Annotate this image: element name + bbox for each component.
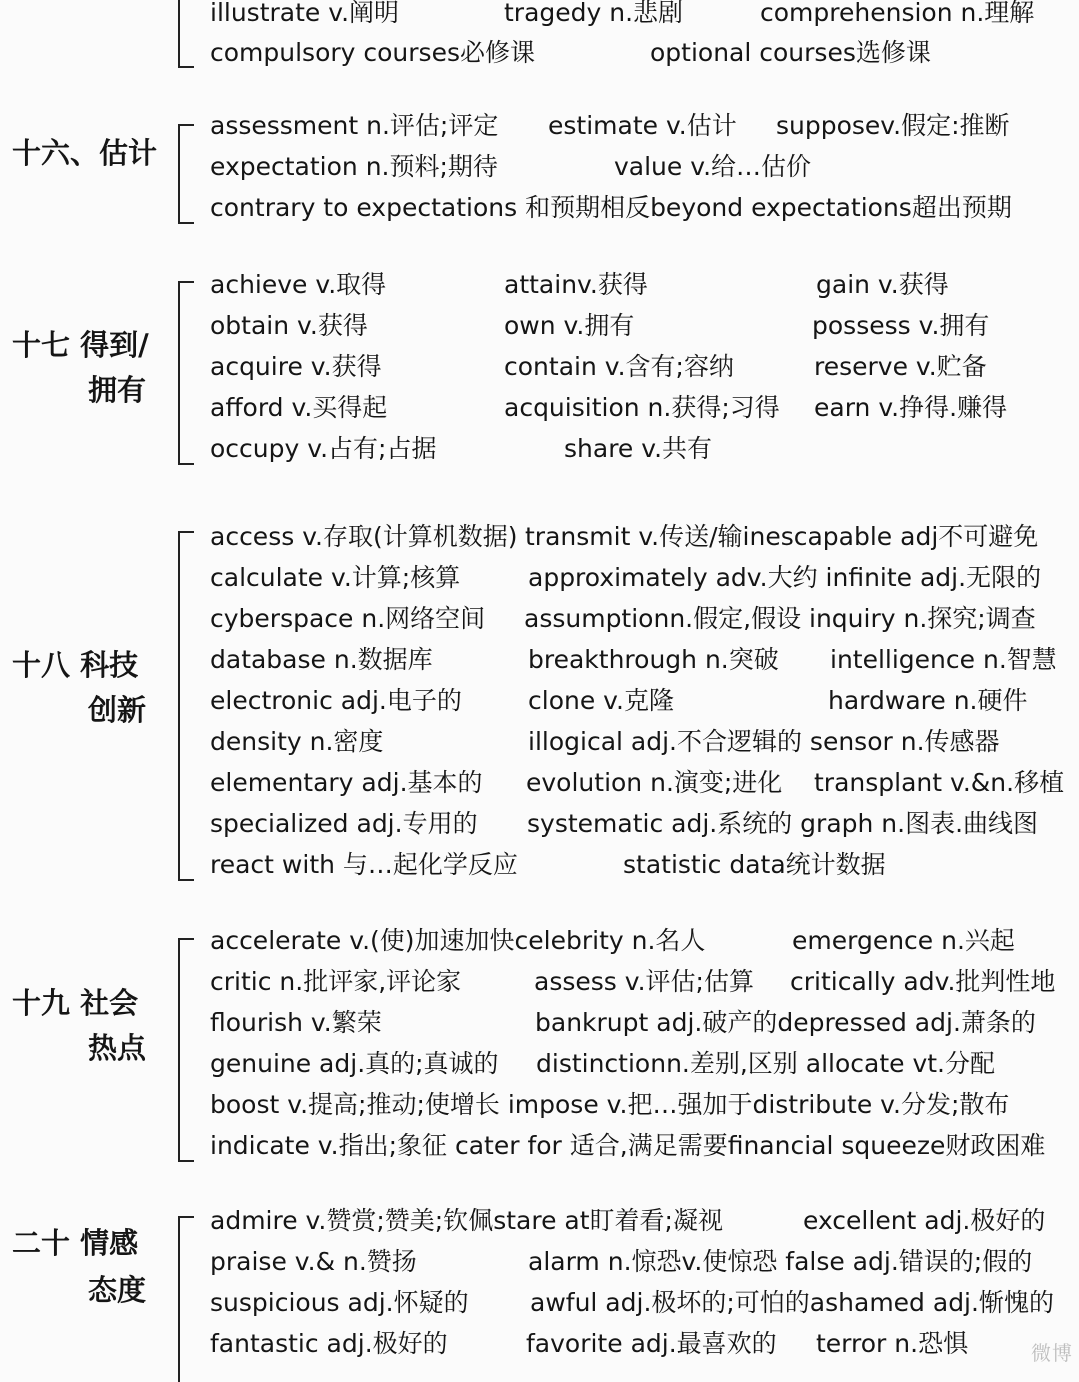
vocab-entry: critically adv.批判性地	[790, 967, 1056, 996]
vocab-entry: fantastic adj.极好的	[210, 1329, 448, 1358]
vocab-entry: boost v.提高;推动;使增长 impose v.把…强加于distribute v.分发;散布	[210, 1090, 1010, 1119]
vocab-row	[0, 522, 1079, 552]
vocab-row	[0, 1288, 1079, 1318]
vocab-entry: transmit v.传送/输inescapable adj不可避免	[525, 522, 1039, 551]
vocab-row	[0, 604, 1079, 634]
vocab-entry: terror n.恐惧	[816, 1329, 969, 1358]
vocab-entry: value v.给…估价	[614, 152, 812, 181]
vocab-entry: electronic adj.电子的	[210, 686, 462, 715]
vocab-entry: reserve v.贮备	[814, 352, 987, 381]
vocab-entry: evolution n.演变;进化	[526, 768, 783, 797]
vocab-entry: clone v.克隆	[528, 686, 674, 715]
vocab-entry: earn v.挣得.赚得	[814, 393, 1008, 422]
section-heading: 十九 社会	[12, 986, 139, 1020]
section-heading: 十七 得到/	[12, 328, 149, 362]
vocab-entry: distinctionn.差别,区别 allocate vt.分配	[536, 1049, 995, 1078]
vocab-entry: own v.拥有	[504, 311, 635, 340]
vocab-row	[0, 38, 1079, 68]
vocab-row	[0, 1329, 1079, 1359]
vocab-row	[0, 1008, 1079, 1038]
vocab-entry: gain v.获得	[816, 270, 949, 299]
vocab-entry: alarm n.惊恐v.使惊恐 false adj.错误的;假的	[528, 1247, 1033, 1276]
section-heading: 创新	[87, 693, 146, 727]
vocab-row	[0, 1090, 1079, 1120]
vocab-entry: assess v.评估;估算	[534, 967, 754, 996]
section-heading: 十六、估计	[12, 136, 158, 170]
vocab-entry: attainv.获得	[504, 270, 648, 299]
vocab-entry: possess v.拥有	[812, 311, 990, 340]
vocab-row	[0, 850, 1079, 880]
vocab-row	[0, 152, 1079, 182]
vocab-row	[0, 645, 1079, 675]
vocab-row	[0, 967, 1079, 997]
vocab-entry: bankrupt adj.破产的depressed adj.萧条的	[535, 1008, 1036, 1037]
vocab-row	[0, 1131, 1079, 1161]
vocab-entry: transplant v.&n.移植	[814, 768, 1065, 797]
vocab-entry: database n.数据库	[210, 645, 433, 674]
section-heading: 二十 情感	[12, 1226, 139, 1260]
vocab-entry: afford v.买得起	[210, 393, 388, 422]
vocab-entry: breakthrough n.突破	[528, 645, 779, 674]
vocab-entry: optional courses选修课	[650, 38, 931, 67]
vocab-row	[0, 193, 1079, 223]
vocab-row	[0, 809, 1079, 839]
vocab-entry: awful adj.极坏的;可怕的ashamed adj.惭愧的	[530, 1288, 1054, 1317]
vocab-entry: achieve v.取得	[210, 270, 387, 299]
vocab-row	[0, 270, 1079, 300]
vocab-row	[0, 311, 1079, 341]
vocab-row	[0, 727, 1079, 757]
vocab-row	[0, 434, 1079, 464]
vocab-entry: hardware n.硬件	[828, 686, 1028, 715]
vocab-entry: illustrate v.阐明	[210, 0, 400, 27]
vocab-entry: statistic data统计数据	[623, 850, 886, 879]
vocab-row	[0, 926, 1079, 956]
vocab-row	[0, 352, 1079, 382]
vocab-entry: expectation n.预料;期待	[210, 152, 498, 181]
vocab-entry: react with 与…起化学反应	[210, 850, 518, 879]
vocab-entry: illogical adj.不合逻辑的 sensor n.传感器	[528, 727, 1000, 756]
vocab-entry: specialized adj.专用的	[210, 809, 478, 838]
vocab-entry: acquire v.获得	[210, 352, 382, 381]
vocab-entry: assessment n.评估;评定	[210, 111, 499, 140]
vocab-entry: access v.存取(计算机数据)	[210, 522, 518, 551]
weibo-watermark: 微博	[1031, 1341, 1073, 1365]
vocab-entry: cyberspace n.网络空间	[210, 604, 486, 633]
vocab-entry: estimate v.估计	[548, 111, 737, 140]
vocab-entry: suspicious adj.怀疑的	[210, 1288, 469, 1317]
vocab-row	[0, 686, 1079, 716]
vocab-entry: intelligence n.智慧	[830, 645, 1057, 674]
vocab-row	[0, 393, 1079, 423]
vocab-entry: supposev.假定:推断	[776, 111, 1010, 140]
vocab-row	[0, 1206, 1079, 1236]
vocab-entry: contain v.含有;容纳	[504, 352, 734, 381]
vocab-entry: emergence n.兴起	[792, 926, 1015, 955]
vocab-entry: excellent adj.极好的	[803, 1206, 1046, 1235]
vocab-entry: share v.共有	[564, 434, 713, 463]
section-heading: 热点	[87, 1031, 146, 1065]
vocab-entry: contrary to expectations 和预期相反beyond expectations超出预期	[210, 193, 1012, 222]
vocab-entry: calculate v.计算;核算	[210, 563, 461, 592]
vocab-entry: density n.密度	[210, 727, 384, 756]
section-heading: 十八 科技	[12, 648, 139, 682]
vocab-row	[0, 563, 1079, 593]
vocab-entry: systematic adj.系统的 graph n.图表.曲线图	[527, 809, 1039, 838]
section-heading: 拥有	[87, 373, 146, 407]
vocab-entry: tragedy n.悲剧	[504, 0, 684, 27]
vocab-row	[0, 1247, 1079, 1277]
vocab-entry: praise v.& n.赞扬	[210, 1247, 417, 1276]
vocab-entry: admire v.赞赏;赞美;钦佩stare at盯着看;凝视	[210, 1206, 723, 1235]
vocab-entry: elementary adj.基本的	[210, 768, 483, 797]
vocab-entry: favorite adj.最喜欢的	[526, 1329, 777, 1358]
vocab-entry: indicate v.指出;象征 cater for 适合,满足需要financial squeeze财政困难	[210, 1131, 1046, 1160]
vocab-row	[0, 768, 1079, 798]
vocab-entry: accelerate v.(使)加速加快celebrity n.名人	[210, 926, 706, 955]
vocab-entry: genuine adj.真的;真诚的	[210, 1049, 499, 1078]
vocab-entry: occupy v.占有;占据	[210, 434, 437, 463]
vocab-entry: comprehension n.理解	[760, 0, 1035, 27]
vocab-entry: approximately adv.大约 infinite adj.无限的	[528, 563, 1042, 592]
vocab-entry: assumptionn.假定,假设 inquiry n.探究;调查	[524, 604, 1036, 633]
vocab-entry: compulsory courses必修课	[210, 38, 535, 67]
vocab-row	[0, 1049, 1079, 1079]
vocab-row	[0, 0, 1079, 28]
vocab-row	[0, 111, 1079, 141]
vocab-entry: critic n.批评家,评论家	[210, 967, 462, 996]
vocab-entry: acquisition n.获得;习得	[504, 393, 780, 422]
vocab-entry: obtain v.获得	[210, 311, 368, 340]
section-heading: 态度	[87, 1273, 146, 1307]
vocab-entry: flourish v.繁荣	[210, 1008, 382, 1037]
